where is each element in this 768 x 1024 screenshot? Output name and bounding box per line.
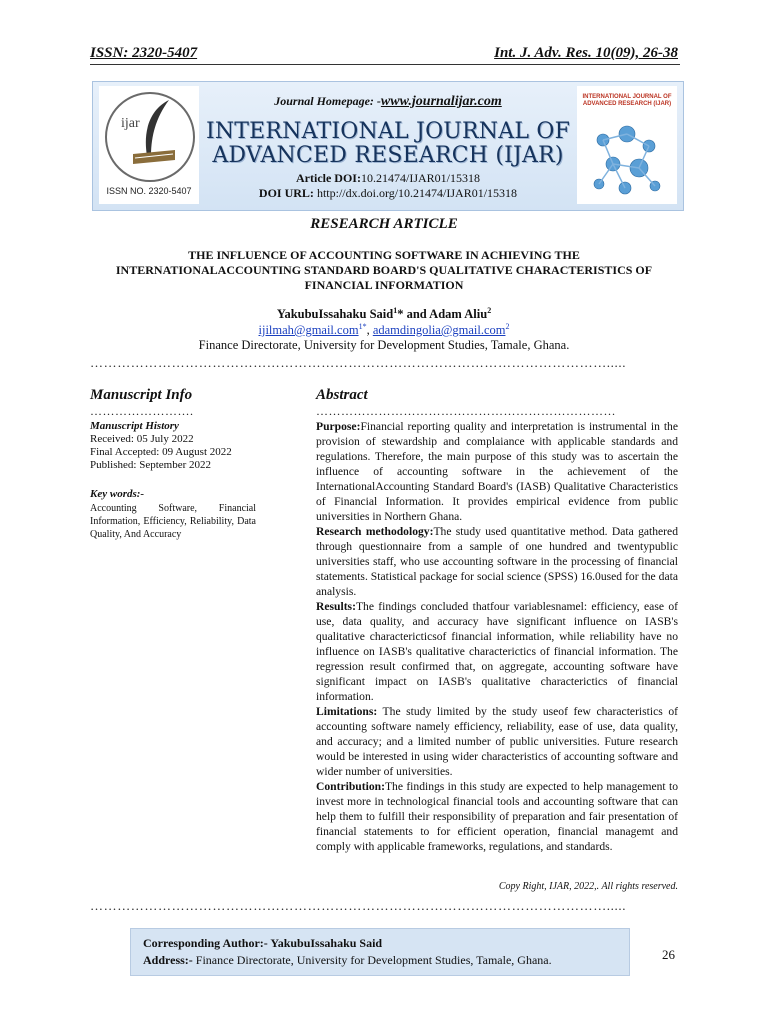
copyright: Copy Right, IJAR, 2022,. All rights reserved.: [498, 881, 678, 892]
manuscript-history: Manuscript History Received: 05 July 2022 Final Accepted: 09 August 2022 Published: September 2022: [90, 420, 232, 471]
manuscript-info-heading: Manuscript Info: [90, 387, 193, 403]
email-link-2[interactable]: adamdingolia@gmail.com: [372, 323, 506, 338]
issn-header: ISSN: 2320-5407: [90, 45, 198, 61]
abstract-contribution: Contribution:The findings in this study are expected to help management to invest more in technological financial tools and accounting software that can help them to fulfill their responsibility of preparation and fair presentation of financial statements to for efficient operation, financial managemt and comply with applicable frameworks, regulations, and standards.: [316, 780, 678, 853]
divider-dots: …………………….: [90, 404, 194, 418]
corresponding-address: Address:- Finance Directorate, University for Development Studies, Tamale, Ghana.: [143, 953, 552, 967]
authors: YakubuIssahaku Said$^1$* and Adam Aliu$^2$: [276, 306, 492, 322]
journal-banner: [92, 81, 684, 211]
divider-dots: ………………………………………………………………: [316, 404, 616, 418]
affiliation: Finance Directorate, University for Development Studies, Tamale, Ghana.: [198, 338, 570, 352]
abstract-purpose: Purpose:Financial reporting quality and interpretation is instrumental in the provision of stewardship and complaiance with applicable standards and regulations. Therefore, the main purpose of this study was to ascertain the influence of accounting software in the achievement of the InternationalAccounting Standard Board's (IASB) Qualitative Characteristics of Financial Information. It provides empirical evidence from public universities in Northern Ghana.: [316, 420, 678, 523]
journal-cover-image: [577, 86, 677, 204]
corresponding-author-box: [130, 928, 630, 976]
abstract-heading: Abstract: [316, 387, 368, 403]
article-doi: Article DOI:10.21474/IJAR01/15318: [296, 171, 480, 185]
email-link-1[interactable]: ijilmah@gmail.com: [258, 323, 359, 338]
homepage-link[interactable]: www.journalijar.com: [380, 94, 502, 109]
journal-homepage: Journal Homepage: -www.journalijar.com: [274, 94, 502, 109]
journal-title-line2: ADVANCED RESEARCH (IJAR): [212, 143, 564, 168]
cover-title: INTERNATIONAL JOURNAL OF ADVANCED RESEARCH (IJAR): [582, 94, 672, 107]
doi-link[interactable]: http://dx.doi.org/10.21474/IJAR01/15318: [316, 186, 518, 200]
abstract-limitations: Limitations: The study limited by the study useof few characteristics of accounting software namely efficiency, reliability, ease of use, data quality, and accuracy; and a limited number of public universities. Future research would be interested in using wider characteristics of accounting software and wider number of universities.: [316, 705, 678, 778]
abstract-results: Results:The findings concluded thatfour variablesnamel: efficiency, ease of use, data quality, and accuracy have significant influence on IASB's qualitative charactericticsof financial information, while reliability have no influence on IASB's qualitative characterictics of financial information. The regression result confirmed that, on aggregate, accounting software have significant impact on IASB's qualitative characterictics of financial information.: [316, 600, 678, 703]
doi-url: DOI URL: http://dx.doi.org/10.21474/IJAR01/15318: [258, 186, 518, 200]
logo-issn: ISSN NO. 2320-5407: [106, 186, 192, 196]
abstract-body: [316, 419, 678, 854]
abstract-methodology: Research methodology:The study used quantitative method. Data gathered through questionnaire from a sample of one hundred and twentypublic universities staff, who use accounting software in the processing of financial statements. Statistical package for social science (SPSS) 16.0used for the data analysis.: [316, 525, 678, 598]
molecule-icon: [583, 120, 671, 200]
header-rule: [90, 64, 680, 65]
article-type: RESEARCH ARTICLE: [310, 216, 458, 232]
journal-title-line1: INTERNATIONAL JOURNAL OF: [205, 119, 571, 144]
article-title: THE INFLUENCE OF ACCOUNTING SOFTWARE IN ACHIEVING THE INTERNATIONALACCOUNTING STANDARD BOARD'S QUALITATIVE CHARACTERISTICS OF FINANCIAL INFORMATION: [115, 248, 653, 292]
corresponding-author: Corresponding Author:- YakubuIssahaku Said: [143, 936, 383, 950]
logo-text: ijar: [121, 116, 140, 131]
author-emails: ijilmah@gmail.com$^{1*}$, adamdingolia@gmail.com$^2$: [258, 322, 510, 338]
divider-dots: …………………………………………………………………………………………………….....: [90, 355, 627, 370]
citation-header: Int. J. Adv. Res. 10(09), 26-38: [494, 45, 678, 61]
page-number: 26: [662, 947, 675, 962]
keywords: Key words:- Accounting Software, Financial Information, Efficiency, Reliability, Data Quality, And Accuracy: [90, 488, 256, 540]
divider-dots: …………………………………………………………………………………………………….....: [90, 898, 627, 913]
